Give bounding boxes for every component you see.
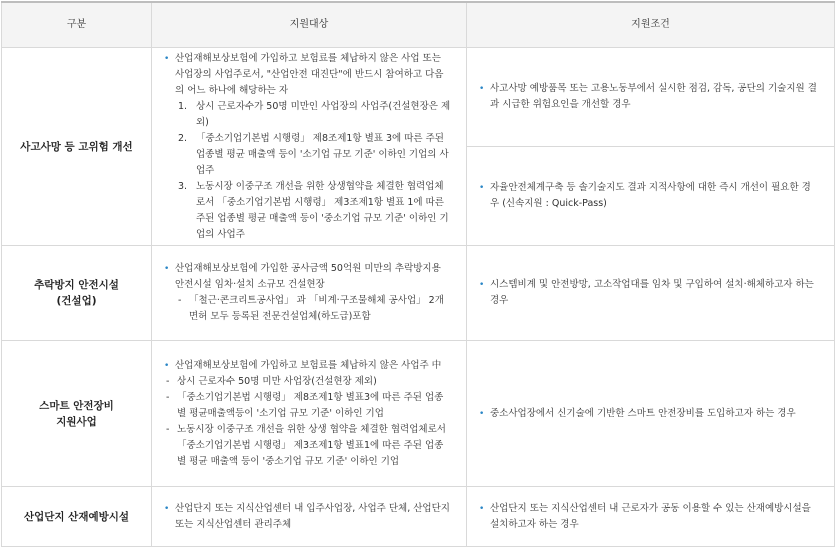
target-intro: 산업재해보상보험에 가입하고 보험료를 체납하지 않은 사업 또는 사업장의 사업주로서, "산업안전 대진단"에 반드시 참여하고 다음의 어느 하나에 해당하는 자	[175, 52, 444, 96]
bullet-dot-icon: •	[164, 264, 170, 274]
category-label: 산업단지 산재예방시설	[23, 510, 130, 523]
subitem-text: 노동시장 이중구조 개선을 위한 상생 협약을 체결한 협력업체로서 「중소기업기본법 시행령」 제3조제1항 별표1에 따른 주된 업종별 평균 매출액 등이 '중소기업 규모 기준' 이하인 기업	[177, 423, 446, 467]
category-label: 사고사망 등 고위험 개선	[20, 140, 133, 153]
target-bullet	[164, 51, 452, 99]
subitem-marker: -	[166, 423, 170, 435]
condition-bullet	[479, 406, 820, 422]
target-intro: 산업재해보상보험에 가입한 공사금액 50억원 미만의 추락방지용 안전시설 임차·설치 소규모 건설현장	[175, 263, 441, 290]
subitem-text: 노동시장 이중구조 개선을 위한 상생협약을 체결한 협력업체로서 「중소기업기본법 시행령」 제3조제1항 별표 1에 따른 주된 업종별 평균 매출액 등이 '중소기업 규모 기준' 이하인 기업의 사업주	[196, 180, 449, 240]
table-row	[2, 487, 835, 547]
table-row	[2, 341, 835, 487]
target-subitem	[178, 293, 452, 325]
condition-cell	[467, 246, 835, 341]
condition-text: 자율안전체계구축 등 솔기술지도 결과 지적사항에 대한 즉시 개선이 필요한 경우 (신속지원 : Quick-Pass)	[490, 182, 811, 209]
condition-cell	[467, 147, 835, 246]
subitem-text: 「중소기업기본법 시행령」 제8조제1항 별표3에 따른 주된 업종별 평균매출액등이 '소기업 규모 기준' 이하인 기업	[177, 391, 444, 419]
header-category: 구분	[2, 2, 152, 48]
subitem-marker: 2.	[178, 132, 188, 144]
subitem-marker: -	[166, 375, 170, 387]
target-subitem	[178, 179, 452, 243]
target-cell	[152, 341, 467, 487]
target-cell	[152, 48, 467, 246]
bullet-dot-icon: •	[164, 360, 170, 371]
condition-bullet	[479, 81, 820, 113]
condition-text: 시스템비계 및 안전방망, 고소작업대를 임차 및 구입하여 설치·해체하고자 하는 경우	[490, 279, 814, 306]
category-cell	[2, 246, 152, 341]
category-cell	[2, 341, 152, 487]
category-label: (건설업)	[56, 295, 97, 307]
category-cell	[2, 487, 152, 547]
target-intro: 산업단지 또는 지식산업센터 내 입주사업장, 사업주 단체, 산업단지 또는 지식산업센터 관리주체	[175, 502, 450, 530]
header-target: 지원대상	[152, 2, 467, 48]
subitem-text: 상시 근로자수가 50명 미만인 사업장의 사업주(건설현장은 제외)	[196, 100, 451, 128]
target-bullet	[164, 261, 452, 293]
target-subitem	[178, 99, 452, 131]
subitem-text: 「중소기업기본법 시행령」 제8조제1항 별표 3에 따른 주된 업종별 평균 매출액 등이 '소기업 규모 기준' 이하인 기업의 사업주	[196, 132, 449, 176]
table-row	[2, 48, 835, 147]
condition-cell	[467, 48, 835, 147]
bullet-dot-icon: •	[479, 183, 485, 193]
condition-text: 중소사업장에서 신기술에 기반한 스마트 안전장비를 도입하고자 하는 경우	[490, 407, 796, 419]
support-table	[1, 1, 835, 547]
subitem-marker: 1.	[178, 100, 188, 112]
subitem-marker: 3.	[178, 180, 188, 192]
bullet-dot-icon: •	[164, 503, 170, 514]
target-bullet	[164, 358, 452, 374]
condition-bullet	[479, 277, 820, 309]
condition-text: 산업단지 또는 지식산업센터 내 근로자가 공동 이용할 수 있는 산재예방시설을 설치하고자 하는 경우	[490, 502, 811, 530]
subitem-text: 「철근·콘크리트공사업」 과 「비계·구조물해체 공사업」 2개 면허 모두 등록된 전문건설업체(하도급)포함	[189, 295, 444, 322]
target-intro: 산업재해보상보험에 가입하고 보험료를 체납하지 않은 사업주 中	[175, 359, 442, 371]
target-subitem	[166, 422, 452, 470]
bullet-dot-icon: •	[479, 84, 485, 94]
target-cell	[152, 487, 467, 547]
bullet-dot-icon: •	[479, 280, 485, 290]
condition-bullet	[479, 180, 820, 212]
category-label: 지원사업	[56, 415, 97, 428]
category-cell	[2, 48, 152, 246]
condition-cell	[467, 341, 835, 487]
bullet-dot-icon: •	[479, 408, 485, 419]
condition-text: 사고사망 예방품목 또는 고용노동부에서 실시한 점검, 감독, 공단의 기술지원 결과 시급한 위험요인을 개선할 경우	[490, 83, 817, 110]
bullet-dot-icon: •	[479, 503, 485, 514]
category-label: 스마트 안전장비	[39, 399, 114, 412]
category-label: 추락방지 안전시설	[34, 279, 119, 291]
subitem-marker: -	[166, 391, 170, 403]
table-header-row	[2, 2, 835, 48]
target-subitem	[166, 374, 452, 390]
target-subitem	[166, 390, 452, 422]
target-cell	[152, 246, 467, 341]
target-bullet	[164, 501, 452, 533]
table-row	[2, 246, 835, 341]
subitem-marker: -	[178, 295, 182, 306]
header-condition: 지원조건	[467, 2, 835, 48]
target-subitem	[178, 131, 452, 179]
condition-bullet	[479, 501, 820, 533]
subitem-text: 상시 근로자수 50명 미만 사업장(건설현장 제외)	[177, 375, 377, 387]
condition-cell	[467, 487, 835, 547]
bullet-dot-icon: •	[164, 53, 170, 64]
